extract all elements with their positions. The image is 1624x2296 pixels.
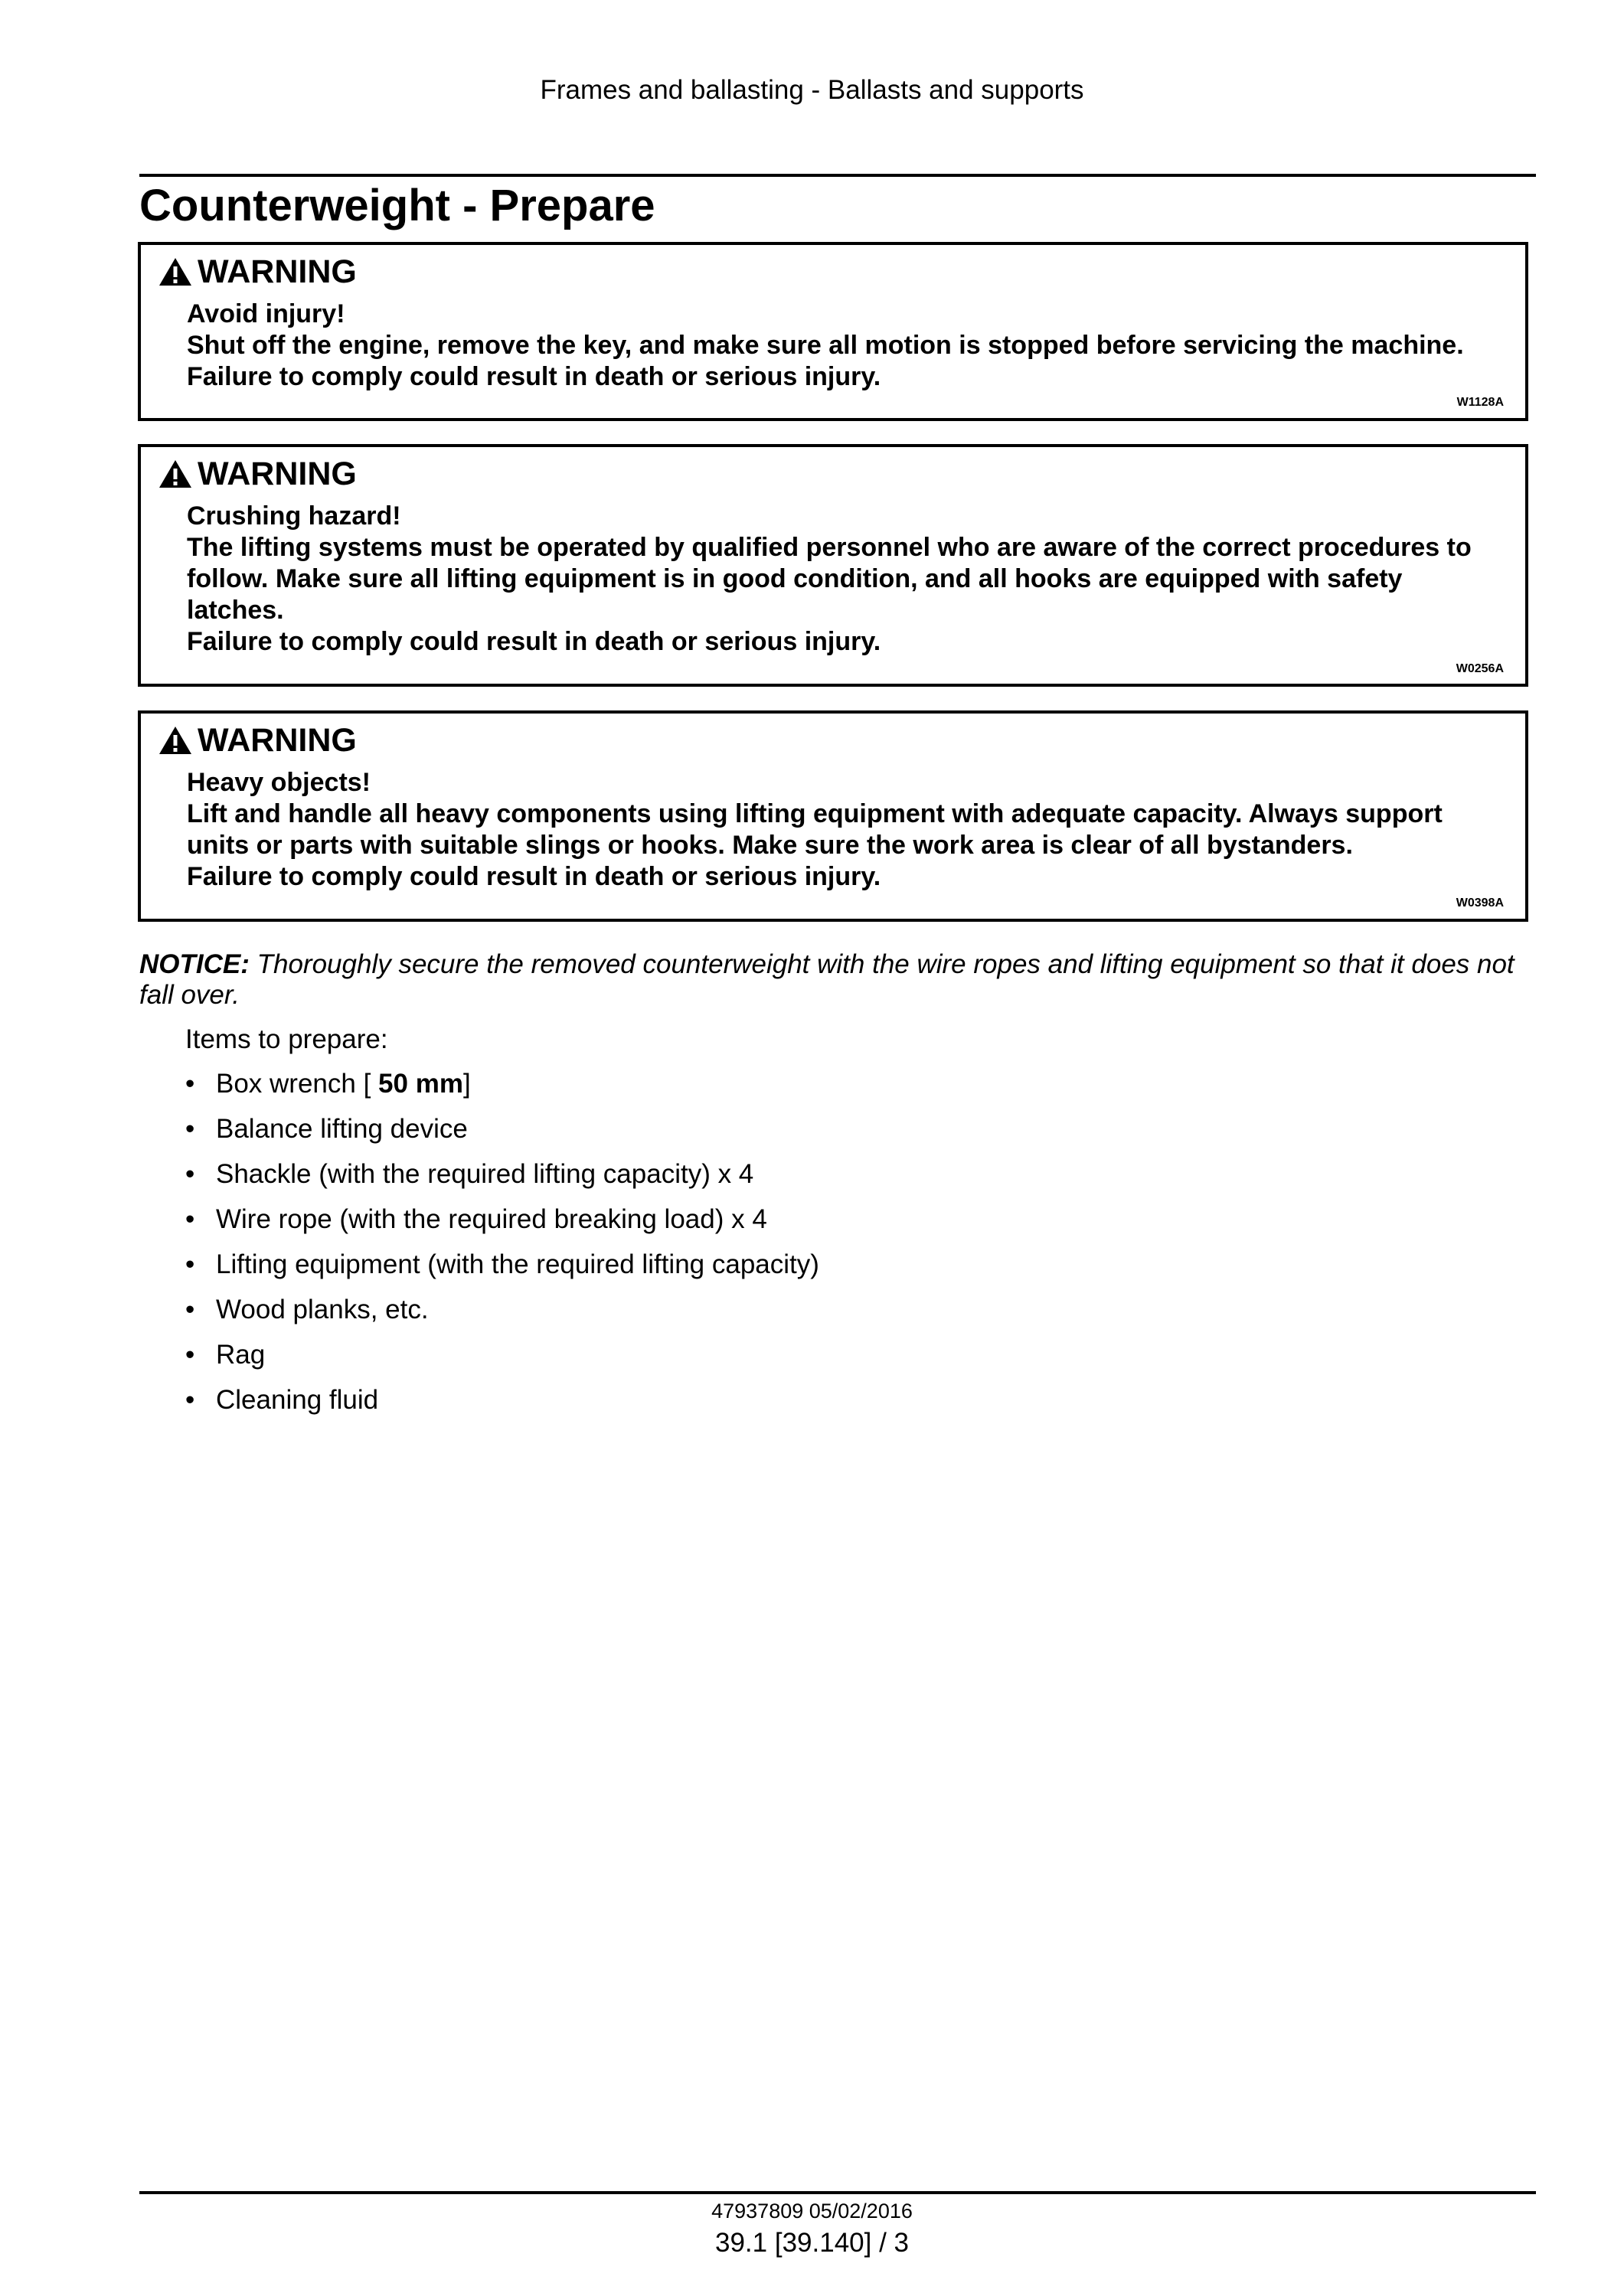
warning-code: W0398A (1456, 897, 1504, 910)
list-item (185, 1112, 819, 1158)
bullet-icon: • (185, 1204, 195, 1234)
item-text: Wood planks, etc. (216, 1295, 429, 1324)
item-text: Balance lifting device (216, 1114, 468, 1144)
warning-code: W1128A (1456, 396, 1504, 409)
notice-text: Thoroughly secure the removed counterweight with the wire ropes and lifting equipment so that it does not fall over. (139, 949, 1515, 1010)
item-text-suffix: ] (462, 1069, 471, 1099)
warning-heading-text: WARNING (198, 253, 357, 290)
list-item (185, 1158, 819, 1203)
footer-rule (139, 2191, 1536, 2194)
page-reference: 39.1 [39.140] / 3 (715, 2228, 909, 2258)
bullet-icon: • (185, 1340, 195, 1370)
bullet-icon: • (185, 1385, 195, 1415)
item-text: Shackle (with the required lifting capacity) x 4 (216, 1159, 754, 1189)
bullet-icon: • (185, 1159, 195, 1189)
warning-consequence: Failure to comply could result in death or serious injury. (187, 362, 881, 391)
warning-body (187, 767, 1504, 893)
item-text: Cleaning fluid (216, 1385, 379, 1415)
list-item (185, 1293, 819, 1338)
notice-label: NOTICE: (139, 949, 250, 979)
warning-consequence: Failure to comply could result in death or serious injury. (187, 862, 881, 891)
warning-heading-text: WARNING (198, 722, 357, 759)
item-text: Box wrench [ (216, 1069, 379, 1099)
warning-body (187, 501, 1504, 658)
warning-hazard-title: Crushing hazard! (187, 501, 401, 531)
document-number: 47937809 05/02/2016 (711, 2200, 913, 2223)
bullet-icon: • (185, 1114, 195, 1144)
list-item (185, 1067, 819, 1112)
warning-box-crushing-hazard (138, 444, 1528, 687)
warning-heading-text: WARNING (198, 456, 357, 492)
bullet-icon: • (185, 1295, 195, 1324)
warning-triangle-icon (158, 725, 193, 756)
list-item (185, 1203, 819, 1248)
warning-heading (158, 251, 357, 292)
notice-paragraph (139, 949, 1533, 1011)
item-text: Wire rope (with the required breaking load) x 4 (216, 1204, 767, 1234)
warning-instruction: Shut off the engine, remove the key, and make sure all motion is stopped before servicing the machine. (187, 331, 1464, 360)
list-item (185, 1248, 819, 1293)
warning-triangle-icon (158, 256, 193, 287)
item-text: Rag (216, 1340, 266, 1370)
warning-box-avoid-injury (138, 242, 1528, 421)
bullet-icon: • (185, 1249, 195, 1279)
warning-hazard-title: Avoid injury! (187, 299, 345, 328)
list-item (185, 1338, 819, 1383)
warning-instruction: The lifting systems must be operated by qualified personnel who are aware of the correct procedures to follow. Make sure all lifting equipment is in good condition, and all hooks are equipped with safety latches. (187, 533, 1472, 625)
warning-body (187, 299, 1504, 393)
item-text-bold: 50 mm (378, 1069, 463, 1099)
header-rule (139, 174, 1536, 177)
running-header: Frames and ballasting - Ballasts and supports (540, 75, 1084, 105)
bullet-icon: • (185, 1069, 195, 1099)
items-list (185, 1067, 819, 1429)
warning-heading (158, 453, 357, 495)
warning-hazard-title: Heavy objects! (187, 768, 371, 797)
warning-heading (158, 720, 357, 761)
list-item (185, 1383, 819, 1429)
warning-instruction: Lift and handle all heavy components using lifting equipment with adequate capacity. Always support units or parts with suitable slings or hooks. Make sure the work area is clear of all bystanders. (187, 799, 1443, 860)
warning-box-heavy-objects (138, 710, 1528, 922)
item-text: Lifting equipment (with the required lifting capacity) (216, 1249, 819, 1279)
warning-triangle-icon (158, 459, 193, 489)
warning-code: W0256A (1456, 662, 1504, 675)
page-title: Counterweight - Prepare (139, 181, 655, 230)
items-to-prepare-label: Items to prepare: (185, 1024, 388, 1054)
warning-consequence: Failure to comply could result in death or serious injury. (187, 627, 881, 656)
